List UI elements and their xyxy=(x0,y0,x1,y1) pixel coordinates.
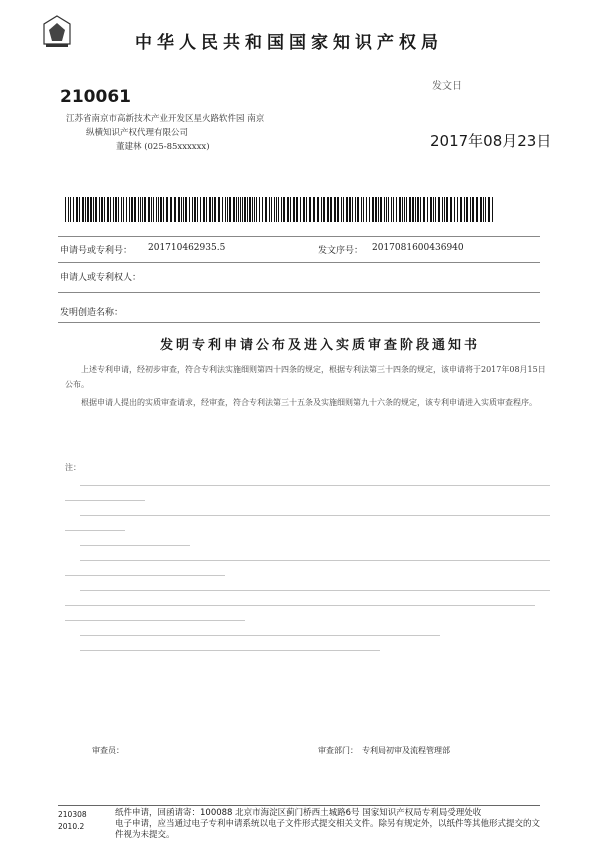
barcode-bar xyxy=(181,197,182,222)
barcode-bar xyxy=(68,197,69,222)
barcode-bar xyxy=(276,197,277,222)
barcode-bar xyxy=(343,197,344,222)
barcode xyxy=(65,197,495,222)
barcode-bar xyxy=(317,197,319,222)
barcode-bar xyxy=(472,197,474,222)
barcode-bar xyxy=(386,197,387,222)
barcode-bar xyxy=(296,197,298,222)
barcode-bar xyxy=(160,197,162,222)
barcode-bar xyxy=(399,197,401,222)
barcode-bar xyxy=(153,197,154,222)
barcode-bar xyxy=(70,197,71,222)
barcode-bar xyxy=(480,197,482,222)
barcode-bar xyxy=(492,197,493,222)
application-number: 201710462935.5 xyxy=(148,243,226,253)
barcode-bar xyxy=(163,197,164,222)
barcode-bar xyxy=(442,197,443,222)
barcode-bar xyxy=(470,197,471,222)
barcode-bar xyxy=(85,197,86,222)
barcode-bar xyxy=(430,197,432,222)
barcode-bar xyxy=(73,197,74,222)
barcode-bar xyxy=(488,197,490,222)
barcode-bar xyxy=(483,197,484,222)
barcode-bar xyxy=(438,197,440,222)
barcode-bar xyxy=(352,197,353,222)
barcode-bar xyxy=(107,197,109,222)
form-number: 210308 xyxy=(58,810,87,819)
barcode-bar xyxy=(393,197,394,222)
barcode-bar xyxy=(402,197,403,222)
barcode-bar xyxy=(349,197,351,222)
barcode-bar xyxy=(259,197,260,222)
barcode-bar xyxy=(417,197,419,222)
barcode-bar xyxy=(134,197,136,222)
barcode-bar xyxy=(247,197,248,222)
barcode-bar xyxy=(123,197,124,222)
barcode-bar xyxy=(346,197,348,222)
barcode-bar xyxy=(341,197,342,222)
barcode-bar xyxy=(313,197,315,222)
footer-divider xyxy=(58,805,540,806)
barcode-bar xyxy=(337,197,339,222)
divider xyxy=(58,292,540,293)
barcode-bar xyxy=(95,197,97,222)
barcode-bar xyxy=(274,197,275,222)
barcode-bar xyxy=(334,197,336,222)
issue-date: 2017年08月23日 xyxy=(430,132,552,150)
barcode-bar xyxy=(404,197,405,222)
national-emblem-icon xyxy=(40,14,74,50)
footer-notes xyxy=(115,808,545,841)
barcode-bar xyxy=(372,197,374,222)
footer-note: 纸件申请，回函请寄：100088 北京市海淀区蓟门桥西土城路6号 国家知识产权局专利局受理处收 xyxy=(115,808,482,818)
barcode-bar xyxy=(446,197,448,222)
barcode-bar xyxy=(90,197,92,222)
footer-note: 电子申请，应当通过电子专利申请系统以电子文件形式提交相关文件。除另有规定外，以纸件等其他形式提交的文件视为未提交。 xyxy=(115,819,541,840)
barcode-bar xyxy=(212,197,213,222)
barcode-bar xyxy=(82,197,84,222)
barcode-bar xyxy=(357,197,359,222)
document-number: 2017081600436940 xyxy=(372,243,464,253)
barcode-bar xyxy=(65,197,66,222)
barcode-bar xyxy=(444,197,445,222)
barcode-bar xyxy=(269,197,270,222)
barcode-bar xyxy=(262,197,263,222)
barcode-bar xyxy=(290,197,291,222)
barcode-bar xyxy=(200,197,201,222)
barcode-bar xyxy=(391,197,392,222)
divider xyxy=(58,322,540,323)
document-number-label: 发文序号： xyxy=(318,246,364,256)
barcode-bar xyxy=(420,197,421,222)
application-number-label: 申请号或专利号： xyxy=(60,246,133,256)
barcode-bar xyxy=(229,197,231,222)
body-paragraph: 上述专利申请，经初步审查，符合专利法实施细则第四十四条的规定，根据专利法第三十四条的规定，该申请将于2017年08月15日公布。 xyxy=(65,365,546,389)
barcode-bar xyxy=(178,197,180,222)
barcode-bar xyxy=(409,197,411,222)
barcode-bar xyxy=(189,197,190,222)
notice-title: 发明专利申请公布及进入实质审查阶段通知书 xyxy=(159,338,480,353)
barcode-bar xyxy=(144,197,146,222)
barcode-bar xyxy=(435,197,436,222)
barcode-bar xyxy=(79,197,80,222)
barcode-bar xyxy=(209,197,211,222)
barcode-bar xyxy=(174,197,176,222)
barcode-bar xyxy=(156,197,157,222)
office-name: 中华人民共和国国家知识产权局 xyxy=(135,33,443,53)
barcode-bar xyxy=(476,197,478,222)
illegible-notes-block xyxy=(65,478,550,658)
barcode-bar xyxy=(433,197,434,222)
postcode: 210061 xyxy=(60,87,131,107)
barcode-bar xyxy=(142,197,143,222)
barcode-bar xyxy=(76,197,78,222)
barcode-bar xyxy=(121,197,122,222)
barcode-bar xyxy=(151,197,152,222)
barcode-bar xyxy=(233,197,235,222)
recipient-address xyxy=(66,112,264,154)
barcode-bar xyxy=(183,197,184,222)
barcode-bar xyxy=(378,197,379,222)
address-line: 纵横知识产权代理有限公司 xyxy=(86,128,189,138)
barcode-bar xyxy=(427,197,428,222)
department-name: 专利局初审及流程管理部 xyxy=(362,746,450,755)
barcode-bar xyxy=(158,197,159,222)
body-paragraph: 根据申请人提出的实质审查请求，经审查，符合专利法第三十五条及实施细则第九十六条的规定，该专利申请进入实质审查程序。 xyxy=(81,398,537,407)
barcode-bar xyxy=(254,197,255,222)
barcode-bar xyxy=(466,197,468,222)
barcode-bar xyxy=(450,197,452,222)
barcode-bar xyxy=(287,197,289,222)
barcode-bar xyxy=(406,197,407,222)
barcode-bar xyxy=(265,197,267,222)
barcode-bar xyxy=(293,197,295,222)
barcode-bar xyxy=(384,197,385,222)
barcode-bar xyxy=(323,197,325,222)
barcode-bar xyxy=(194,197,196,222)
barcode-bar xyxy=(375,197,377,222)
barcode-bar xyxy=(138,197,139,222)
barcode-bar xyxy=(281,197,282,222)
barcode-bar xyxy=(321,197,322,222)
examiner-label: 审查员： xyxy=(92,746,124,755)
barcode-bar xyxy=(300,197,301,222)
barcode-bar xyxy=(396,197,397,222)
barcode-bar xyxy=(454,197,455,222)
barcode-bar xyxy=(166,197,168,222)
barcode-bar xyxy=(93,197,94,222)
barcode-bar xyxy=(225,197,226,222)
barcode-bar xyxy=(115,197,117,222)
barcode-bar xyxy=(148,197,150,222)
barcode-bar xyxy=(309,197,311,222)
barcode-bar xyxy=(369,197,370,222)
barcode-bar xyxy=(355,197,356,222)
divider xyxy=(58,262,540,263)
barcode-bar xyxy=(271,197,272,222)
barcode-bar xyxy=(101,197,103,222)
barcode-bar xyxy=(227,197,228,222)
barcode-bar xyxy=(140,197,141,222)
barcode-bar xyxy=(222,197,223,222)
barcode-bar xyxy=(197,197,198,222)
barcode-bar xyxy=(203,197,205,222)
barcode-bar xyxy=(113,197,114,222)
barcode-bar xyxy=(306,197,307,222)
barcode-bar xyxy=(192,197,193,222)
barcode-bar xyxy=(249,197,251,222)
barcode-bar xyxy=(118,197,119,222)
issue-stamp-label: 发文日 xyxy=(432,81,462,92)
barcode-bar xyxy=(423,197,425,222)
barcode-bar xyxy=(361,197,362,222)
barcode-bar xyxy=(278,197,279,222)
barcode-bar xyxy=(415,197,416,222)
department-label: 审查部门： xyxy=(318,746,358,755)
barcode-bar xyxy=(363,197,364,222)
barcode-bar xyxy=(464,197,465,222)
barcode-bar xyxy=(110,197,111,222)
form-date: 2010.2 xyxy=(58,822,85,831)
barcode-bar xyxy=(218,197,220,222)
barcode-bar xyxy=(380,197,382,222)
barcode-bar xyxy=(236,197,237,222)
address-line: 江苏省南京市高新技术产业开发区星火路软件园 南京 xyxy=(66,114,265,124)
barcode-bar xyxy=(457,197,458,222)
barcode-bar xyxy=(206,197,207,222)
barcode-bar xyxy=(104,197,105,222)
barcode-bar xyxy=(185,197,187,222)
barcode-bar xyxy=(244,197,246,222)
divider xyxy=(58,236,540,237)
barcode-bar xyxy=(240,197,241,222)
barcode-bar xyxy=(126,197,127,222)
barcode-bar xyxy=(87,197,89,222)
barcode-bar xyxy=(303,197,305,222)
barcode-bar xyxy=(256,197,257,222)
address-line: 董建林 (025-85xxxxxx) xyxy=(116,142,210,152)
barcode-bar xyxy=(131,197,133,222)
barcode-bar xyxy=(327,197,329,222)
barcode-bar xyxy=(252,197,253,222)
barcode-bar xyxy=(366,197,367,222)
barcode-bar xyxy=(412,197,414,222)
notes-heading: 注： xyxy=(65,463,81,472)
barcode-bar xyxy=(460,197,462,222)
barcode-bar xyxy=(283,197,285,222)
barcode-bar xyxy=(99,197,100,222)
invention-title-label: 发明创造名称： xyxy=(60,308,124,318)
barcode-bar xyxy=(330,197,332,222)
barcode-bar xyxy=(214,197,216,222)
barcode-bar xyxy=(485,197,486,222)
barcode-bar xyxy=(129,197,130,222)
barcode-bar xyxy=(170,197,172,222)
barcode-bar xyxy=(242,197,243,222)
barcode-bar xyxy=(388,197,389,222)
applicant-label: 申请人或专利权人： xyxy=(60,273,142,283)
barcode-bar xyxy=(238,197,239,222)
